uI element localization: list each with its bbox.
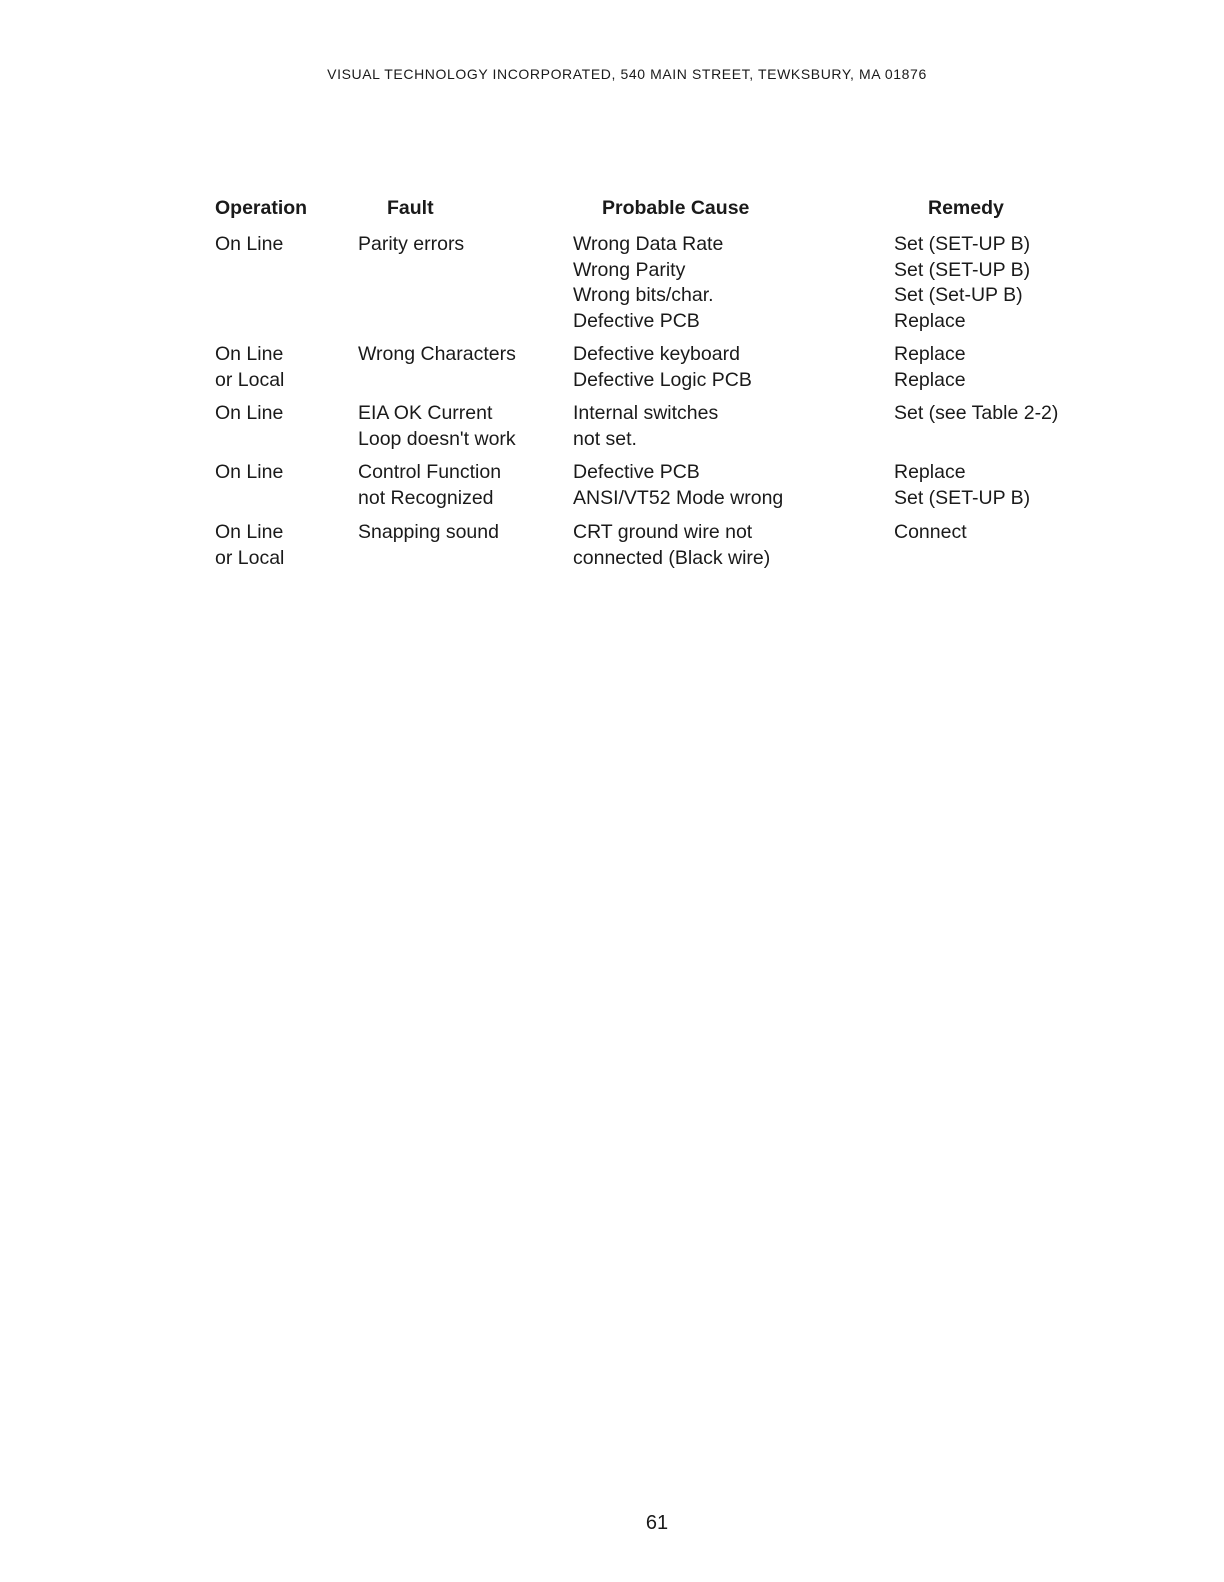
operation-cell [215,232,283,258]
table-row [215,520,1115,580]
column-header-fault: Fault [387,197,434,219]
table-row [215,342,1115,401]
fault-cell [358,342,516,368]
cell-line: Defective keyboard [573,343,740,365]
cell-line: Replace [894,461,966,483]
cell-line: Defective PCB [573,309,700,332]
fault-cell [358,520,499,546]
cell-line: connected (Black wire) [573,546,771,569]
cell-line: Connect [894,521,967,543]
cell-line: Wrong Characters [358,343,516,365]
remedy-cell [894,401,1058,427]
table-row [215,232,1115,342]
operation-cell [215,401,283,427]
cause-cell [573,342,752,393]
cell-line: On Line [215,521,284,543]
column-header-operation: Operation [215,197,308,219]
cell-line: CRT ground wire not [573,521,753,543]
cell-line: Replace [894,368,966,391]
page-header: VISUAL TECHNOLOGY INCORPORATED, 540 MAIN STREET, TEWKSBURY, MA 01876 [327,66,927,82]
cell-line: Set (SET-UP B) [894,486,1031,509]
page-number: 61 [645,1512,669,1534]
cell-line: EIA OK Current [358,402,493,424]
table-row [215,460,1115,520]
remedy-cell [894,342,966,393]
troubleshooting-table [215,196,1115,580]
table-header-row [215,196,1115,232]
cell-line: Replace [894,309,966,332]
cell-line: Set (SET-UP B) [894,258,1031,281]
fault-cell [358,232,464,258]
cause-cell [573,460,783,511]
cell-line: On Line [215,461,284,483]
operation-cell [215,342,284,393]
cause-cell [573,232,723,334]
cell-line: Snapping sound [358,521,499,543]
cell-line: or Local [215,546,285,569]
cell-line: Defective Logic PCB [573,368,752,391]
cell-line: Set (SET-UP B) [894,233,1031,255]
cell-line: Parity errors [358,233,465,255]
cell-line: ANSI/VT52 Mode wrong [573,486,784,509]
cause-cell [573,401,718,452]
cell-line: or Local [215,368,285,391]
remedy-cell [894,520,967,546]
cell-line: On Line [215,233,284,255]
remedy-cell [894,460,1030,511]
cell-line: Internal switches [573,402,719,424]
remedy-cell [894,232,1030,334]
column-header-probable-cause: Probable Cause [602,197,750,219]
cell-line: not Recognized [358,486,494,509]
table-row [215,401,1115,460]
cell-line: Control Function [358,461,502,483]
fault-cell [358,401,516,452]
cell-line: Wrong bits/char. [573,284,714,306]
cell-line: Set (see Table 2-2) [894,402,1059,424]
cell-line: Loop doesn't work [358,427,516,450]
cell-line: Replace [894,343,966,365]
cell-line: Set (Set-UP B) [894,284,1023,306]
cause-cell [573,520,770,571]
operation-cell [215,460,283,486]
cell-line: not set. [573,427,637,450]
cell-line: On Line [215,402,284,424]
fault-cell [358,460,501,511]
column-header-remedy: Remedy [928,197,1004,219]
cell-line: Wrong Parity [573,258,686,281]
cell-line: On Line [215,343,284,365]
operation-cell [215,520,284,571]
cell-line: Defective PCB [573,461,700,483]
cell-line: Wrong Data Rate [573,233,724,255]
